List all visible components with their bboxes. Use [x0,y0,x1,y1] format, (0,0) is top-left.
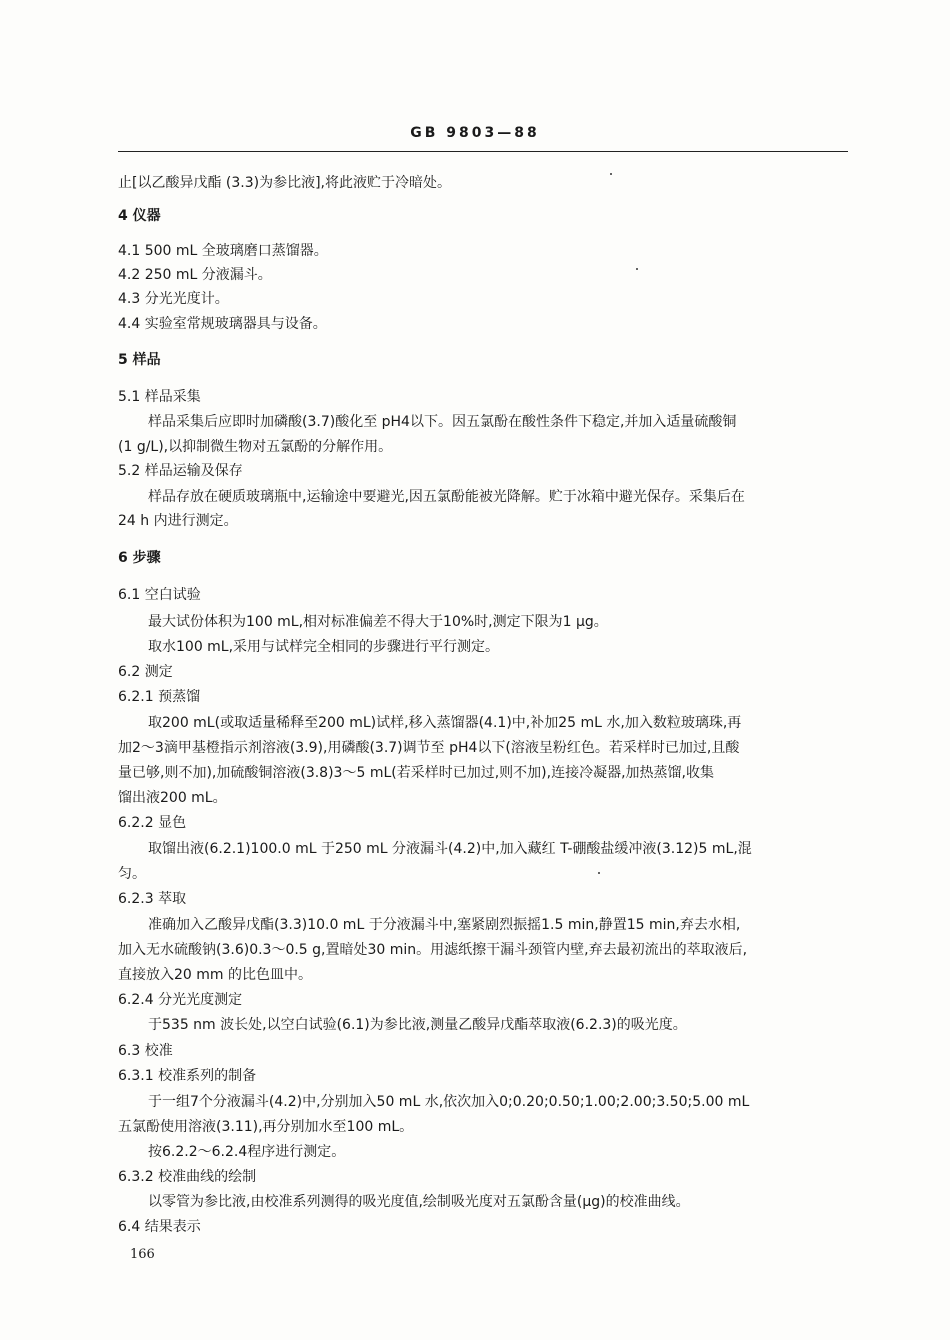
body-line: 24 h 内进行测定。 [118,513,238,529]
subsection-heading: 5.2 样品运输及保存 [118,463,243,479]
body-line: 加2～3滴甲基橙指示剂溶液(3.9),用磷酸(3.7)调节至 pH4以下(溶液呈粉红色。若采样时已加过,且酸 [118,740,740,756]
body-line: 按6.2.2～6.2.4程序进行测定。 [148,1144,346,1160]
standard-number-header: GB 9803—88 [410,125,540,141]
body-line: (1 g/L),以抑制微生物对五氯酚的分解作用。 [118,439,393,455]
body-line: 4.4 实验室常规玻璃器具与设备。 [118,316,327,332]
body-line: 4.1 500 mL 全玻璃磨口蒸馏器。 [118,243,328,259]
section-heading: 6 步骤 [118,550,161,566]
body-line: 取馏出液(6.2.1)100.0 mL 于250 mL 分液漏斗(4.2)中,加入藏红 T-硼酸盐缓冲液(3.12)5 mL,混 [148,841,752,857]
scan-speck [636,268,638,270]
subsection-heading: 6.1 空白试验 [118,587,201,603]
header-rule [118,151,848,152]
body-line: 加入无水硫酸钠(3.6)0.3～0.5 g,置暗处30 min。用滤纸擦干漏斗颈管内壁,弃去最初流出的萃取液后, [118,942,748,958]
body-line: 止[以乙酸异戊酯 (3.3)为参比液],将此液贮于冷暗处。 [118,175,452,191]
body-line: 取200 mL(或取适量稀释至200 mL)试样,移入蒸馏器(4.1)中,补加25 mL 水,加入数粒玻璃珠,再 [148,715,742,731]
body-line: 于一组7个分液漏斗(4.2)中,分别加入50 mL 水,依次加入0;0.20;0.50;1.00;2.00;3.50;5.00 mL [148,1094,750,1110]
subsection-heading: 6.4 结果表示 [118,1219,201,1235]
body-line: 样品采集后应即时加磷酸(3.7)酸化至 pH4以下。因五氯酚在酸性条件下稳定,并加入适量硫酸铜 [148,414,737,430]
body-line: 量已够,则不加),加硫酸铜溶液(3.8)3～5 mL(若采样时已加过,则不加),连接冷凝器,加热蒸馏,收集 [118,765,714,781]
body-line: 准确加入乙酸异戊酯(3.3)10.0 mL 于分液漏斗中,塞紧剧烈振摇1.5 min,静置15 min,弃去水相, [148,917,741,933]
subsection-heading: 6.3.1 校准系列的制备 [118,1068,257,1084]
body-line: 馏出液200 mL。 [118,790,227,806]
subsection-heading: 6.2.1 预蒸馏 [118,689,201,705]
body-line: 取水100 mL,采用与试样完全相同的步骤进行平行测定。 [148,639,500,655]
body-line: 直接放入20 mm 的比色皿中。 [118,967,312,983]
body-line: 五氯酚使用溶液(3.11),再分别加水至100 mL。 [118,1119,414,1135]
subsection-heading: 6.2.2 显色 [118,815,187,831]
subsection-heading: 6.2.3 萃取 [118,891,187,907]
body-line: 匀。 [118,866,146,882]
body-line: 以零管为参比液,由校准系列测得的吸光度值,绘制吸光度对五氯酚含量(μg)的校准曲线。 [148,1194,690,1210]
section-heading: 4 仪器 [118,208,161,224]
subsection-heading: 6.2 测定 [118,664,173,680]
body-line: 4.3 分光光度计。 [118,291,229,307]
section-heading: 5 样品 [118,352,161,368]
body-line: 最大试份体积为100 mL,相对标准偏差不得大于10%时,测定下限为1 μg。 [148,614,608,630]
scan-speck [598,872,600,874]
body-line: 于535 nm 波长处,以空白试验(6.1)为参比液,测量乙酸异戊酯萃取液(6.2.3)的吸光度。 [148,1017,687,1033]
body-line: 4.2 250 mL 分液漏斗。 [118,267,272,283]
subsection-heading: 6.3 校准 [118,1043,173,1059]
subsection-heading: 5.1 样品采集 [118,389,201,405]
scan-speck [610,173,612,175]
page-number: 166 [130,1247,155,1262]
subsection-heading: 6.2.4 分光光度测定 [118,992,243,1008]
body-line: 样品存放在硬质玻璃瓶中,运输途中要避光,因五氯酚能被光降解。贮于冰箱中避光保存。采集后在 [148,489,745,505]
subsection-heading: 6.3.2 校准曲线的绘制 [118,1169,257,1185]
